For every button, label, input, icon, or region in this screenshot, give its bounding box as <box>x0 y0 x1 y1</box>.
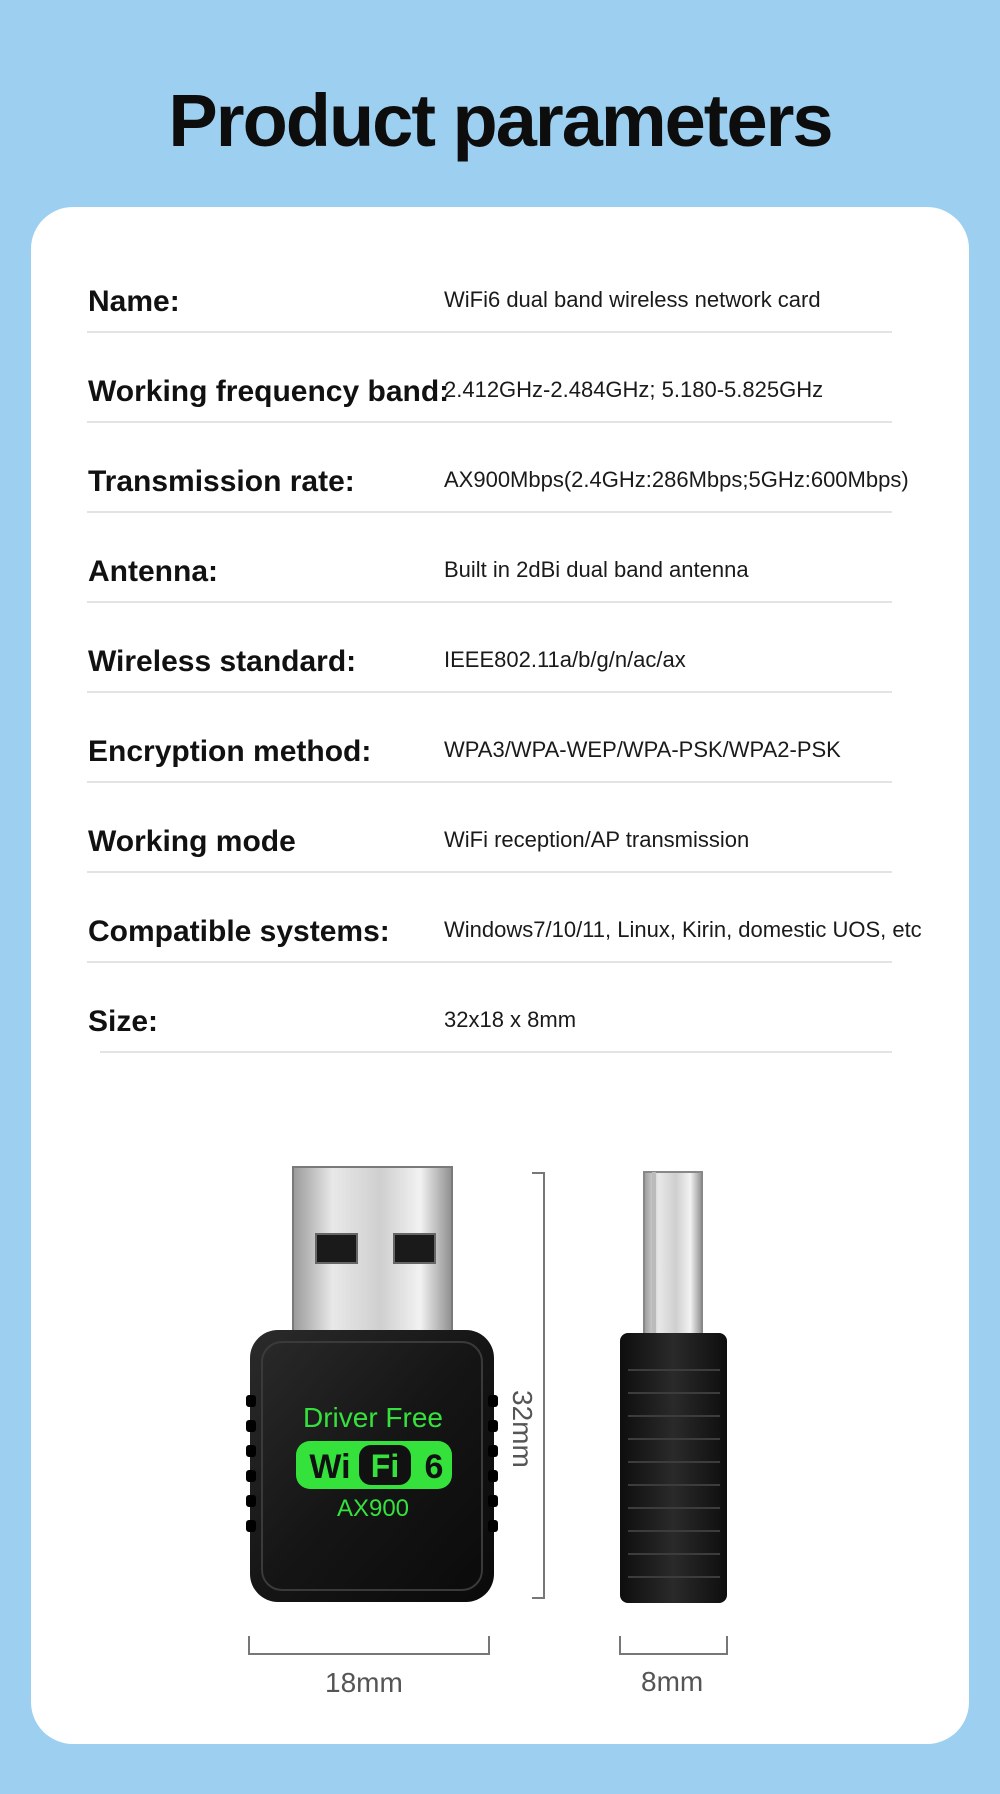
wi-text: Wi <box>309 1448 351 1486</box>
spec-label: Working frequency band: <box>88 375 450 408</box>
usb-connector-front <box>293 1167 452 1337</box>
dongle-body-side <box>620 1333 727 1603</box>
spec-value: 2.412GHz-2.484GHz; 5.180-5.825GHz <box>444 377 824 402</box>
driver-free-text: Driver Free <box>302 1402 444 1433</box>
dimension-depth-label: 8mm <box>641 1666 704 1697</box>
spec-value: Built in 2dBi dual band antenna <box>444 557 749 582</box>
spec-label: Wireless standard: <box>88 645 357 678</box>
page-title: Product parameters <box>168 79 832 162</box>
spec-label: Name: <box>88 285 180 318</box>
spec-value: AX900Mbps(2.4GHz:286Mbps;5GHz:600Mbps) <box>444 467 909 492</box>
model-text: AX900 <box>336 1495 410 1522</box>
dimension-width-label: 18mm <box>325 1667 403 1698</box>
dimension-height-label: 32mm <box>507 1390 538 1468</box>
spec-label: Antenna: <box>88 555 218 588</box>
fi-text: Fi <box>370 1448 400 1484</box>
spec-value: Windows7/10/11, Linux, Kirin, domestic UOS, etc <box>444 917 922 942</box>
spec-label: Encryption method: <box>88 735 372 768</box>
spec-value: 32x18 x 8mm <box>444 1007 577 1032</box>
spec-value: WPA3/WPA-WEP/WPA-PSK/WPA2-PSK <box>444 737 841 762</box>
six-text: 6 <box>424 1448 444 1486</box>
spec-value: WiFi reception/AP transmission <box>444 827 750 852</box>
spec-value: WiFi6 dual band wireless network card <box>444 287 821 312</box>
spec-label: Size: <box>88 1005 159 1038</box>
spec-label: Compatible systems: <box>88 915 390 948</box>
spec-label: Transmission rate: <box>88 465 355 498</box>
usb-connector-side <box>644 1172 702 1337</box>
spec-label: Working mode <box>88 825 296 858</box>
spec-value: IEEE802.11a/b/g/n/ac/ax <box>444 647 686 672</box>
